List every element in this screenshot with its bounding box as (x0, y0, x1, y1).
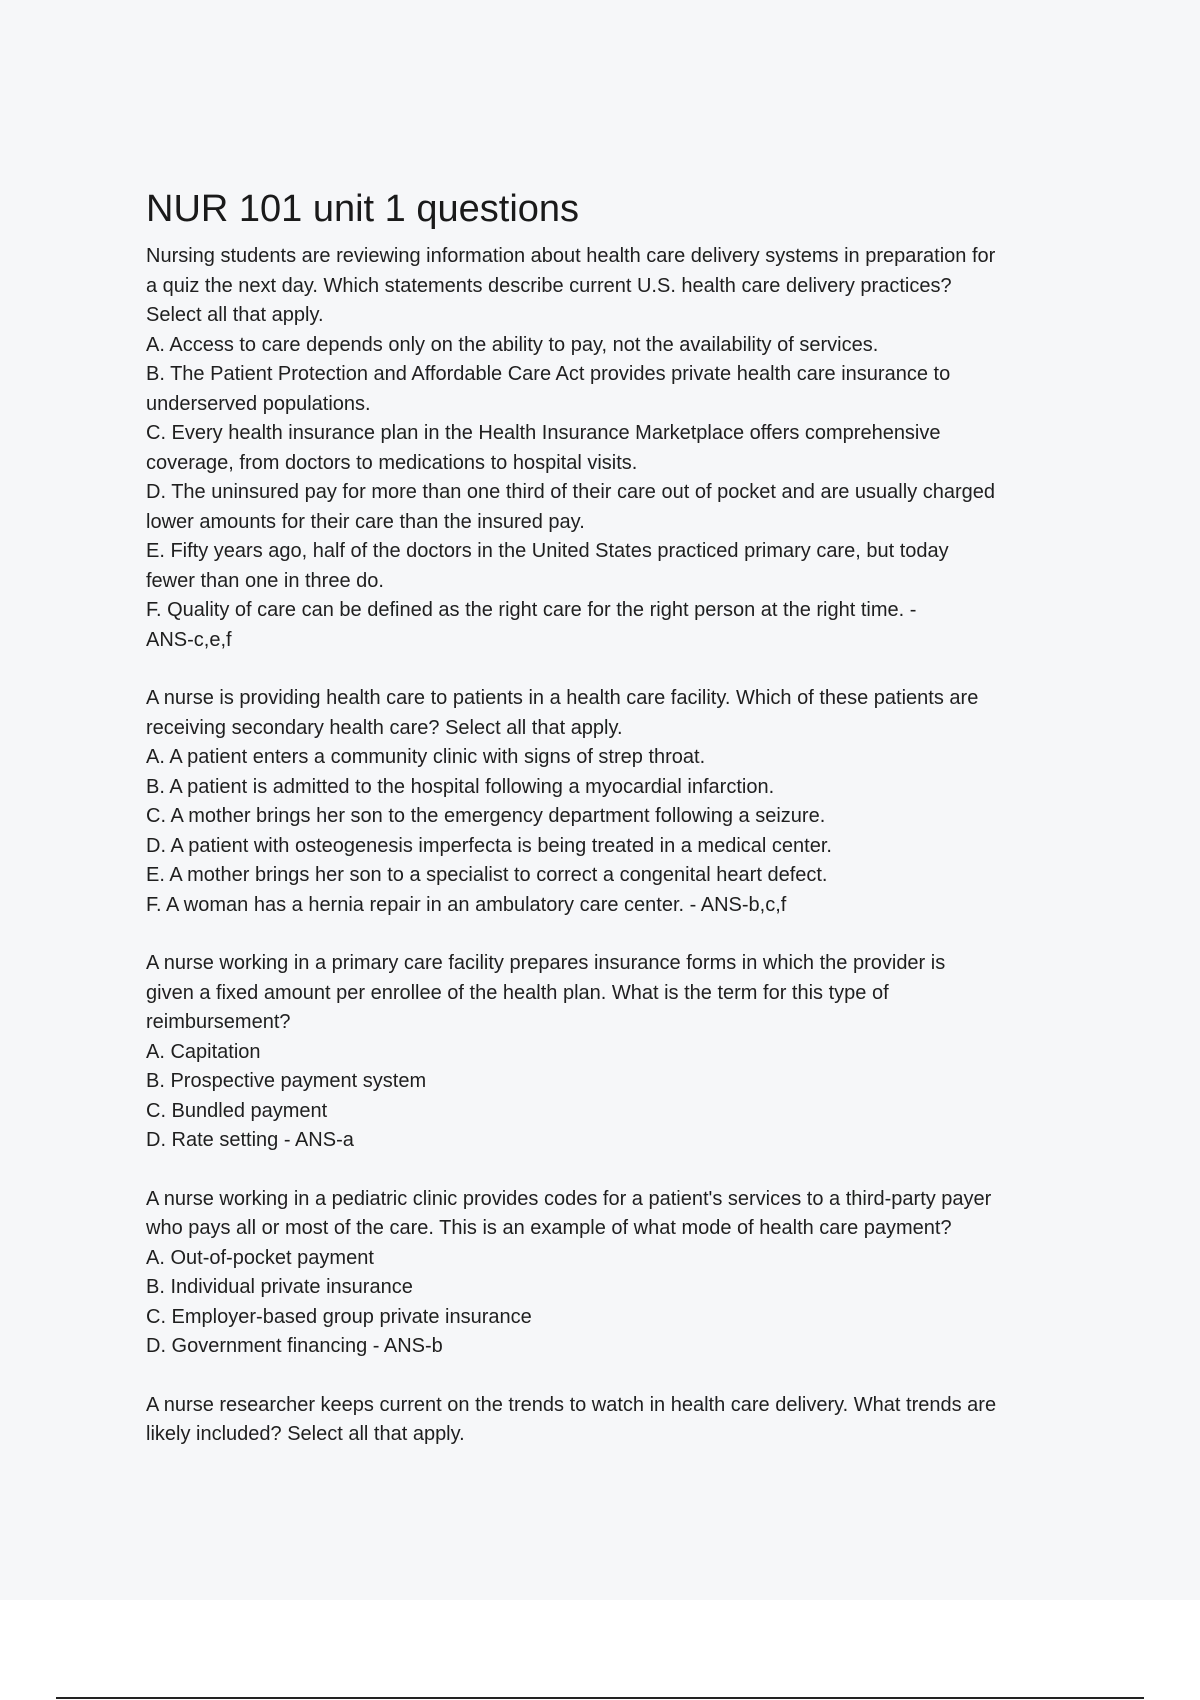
question-line: receiving secondary health care? Select all that apply. (146, 716, 623, 739)
answer-option: A. A patient enters a community clinic with signs of strep throat. (146, 746, 706, 768)
answer-option: D. Rate setting - ANS-a (146, 1129, 354, 1151)
answer-option: D. The uninsured pay for more than one third of their care out of pocket and are usually charged (146, 481, 996, 503)
answer-option: B. Individual private insurance (146, 1276, 413, 1298)
question-line: likely included? Select all that apply. (146, 1423, 465, 1445)
answer-option: fewer than one in three do. (146, 569, 384, 592)
answer-option: coverage, from doctors to medications to hospital visits. (146, 451, 638, 474)
question-block (146, 684, 1096, 920)
question-line: Nursing students are reviewing information about health care delivery systems in preparation for (146, 245, 996, 267)
answer-option: F. A woman has a hernia repair in an ambulatory care center. - ANS-b,c,f (146, 893, 787, 916)
answer-option: F. Quality of care can be defined as the right care for the right person at the right time. - (146, 599, 917, 621)
question-block (146, 1391, 1096, 1450)
answer-option: A. Out-of-pocket payment (146, 1246, 374, 1269)
answer-option: D. A patient with osteogenesis imperfecta is being treated in a medical center. (146, 834, 832, 857)
question-line: A nurse working in a primary care facility prepares insurance forms in which the provider is (146, 952, 946, 974)
answer-option: C. A mother brings her son to the emergency department following a seizure. (146, 805, 826, 827)
answer-option: E. Fifty years ago, half of the doctors in the United States practiced primary care, but today (146, 540, 949, 562)
document-title: NUR 101 unit 1 questions (146, 188, 580, 230)
answer-option: B. The Patient Protection and Affordable Care Act provides private health care insurance to (146, 363, 951, 385)
answer-option: A. Capitation (146, 1040, 261, 1063)
question-line: a quiz the next day. Which statements describe current U.S. health care delivery practices? (146, 274, 952, 297)
question-line: reimbursement? (146, 1011, 291, 1033)
answer-option: B. A patient is admitted to the hospital following a myocardial infarction. (146, 775, 775, 798)
answer-option: C. Employer-based group private insurance (146, 1305, 532, 1328)
question-block (146, 1185, 1096, 1362)
bottom-divider (56, 1697, 1144, 1699)
question-line: A nurse researcher keeps current on the trends to watch in health care delivery. What trends are (146, 1393, 997, 1416)
answer-option: D. Government financing - ANS-b (146, 1335, 443, 1357)
answer-option: B. Prospective payment system (146, 1070, 427, 1092)
question-line: A nurse working in a pediatric clinic provides codes for a patient's services to a third-party payer (146, 1187, 992, 1210)
question-line: Select all that apply. (146, 304, 324, 326)
answer-option: C. Bundled payment (146, 1099, 328, 1122)
answer-option: A. Access to care depends only on the ability to pay, not the availability of services. (146, 333, 879, 356)
answer-option: underserved populations. (146, 392, 371, 415)
question-line: given a fixed amount per enrollee of the health plan. What is the term for this type of (146, 981, 889, 1004)
answer-option: C. Every health insurance plan in the Health Insurance Marketplace offers comprehensive (146, 422, 941, 444)
question-block (146, 949, 1096, 1156)
answer-key: ANS-c,e,f (146, 628, 232, 651)
answer-option: E. A mother brings her son to a specialist to correct a congenital heart defect. (146, 864, 828, 886)
answer-option: lower amounts for their care than the insured pay. (146, 510, 585, 533)
document-content (146, 186, 1096, 1479)
question-block (146, 242, 1096, 655)
question-line: who pays all or most of the care. This is an example of what mode of health care payment? (146, 1217, 952, 1239)
question-line: A nurse is providing health care to patients in a health care facility. Which of these patients are (146, 687, 979, 709)
